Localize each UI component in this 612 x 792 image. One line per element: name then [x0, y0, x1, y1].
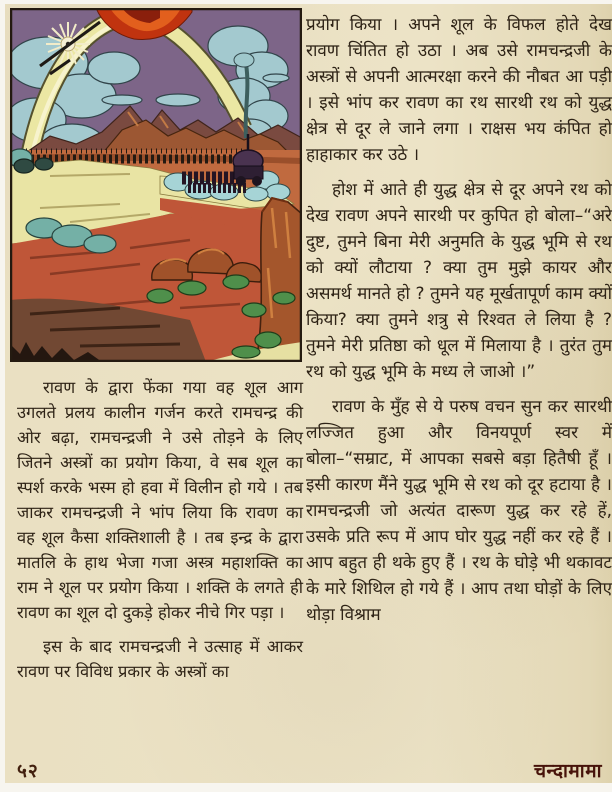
- right-text-column: [306, 12, 612, 637]
- paragraph: होश में आते ही युद्ध क्षेत्र से दूर अपने रथ को देख रावण अपने सारथी पर कुपित हो बोला–“अरे दुष्ट, तुमने बिना मेरी अनुमति के युद्ध भूमि से रथ को क्यों लौटाया ? क्या तुम मुझे कायर और असमर्थ मानते हो ? तुमने यह मूर्खतापूर्ण काम क्यों किया? क्या तुमने शत्रु से रिश्वत ले लिया है ? तुमने मेरी प्रतिष्ठा को धूल में मिलाया है । तुरंत तुम रथ को युद्ध भूमि के मध्य ले जाओ ।”: [306, 180, 612, 382]
- left-text-column: [17, 375, 303, 693]
- paragraph: रावण के मुँह से ये परुष वचन सुन कर सारथी लज्जित हुआ और विनयपूर्ण स्वर में बोला–“सम्राट, में आपका सबसे बड़ा हितैषी हूँ । इसी कारण मैंने युद्ध भूमि से रथ को दूर हटाया है । रामचन्द्रजी जो अत्यंत दारूण युद्ध कर रहे हें, उसके प्रति रूप में आप घोर युद्ध नहीं कर रहे हैं । आप बहुत ही थके हुए हैं । रथ के घोड़े भी थकावट के मारे शिथिल हो गये हैं । आप तथा घोड़ों के लिए थोड़ा विश्राम: [306, 397, 612, 625]
- page-background: [5, 4, 612, 783]
- page-footer: [17, 756, 602, 784]
- paragraph: प्रयोग किया । अपने शूल के विफल होते देख रावण चिंतित हो उठा । अब उसे रामचन्द्रजी के अस्त्रों से अपनी आत्मरक्षा करने की नौबत आ पड़ी । इसे भांप कर रावण का रथ सारथी रथ को युद्ध क्षेत्र से दूर ले जाने लगा । राक्षस भय कंपित हो हाहाकार कर उठे ।: [306, 15, 612, 165]
- battle-scene-illustration-icon: [10, 8, 302, 362]
- paragraph: इस के बाद रामचन्द्रजी ने उत्साह में आकर रावण पर विविध प्रकार के अस्त्रों का: [17, 637, 303, 681]
- battle-scene-panel: [10, 8, 302, 362]
- page-number: ५२: [17, 760, 39, 782]
- paragraph: रावण के द्वारा फेंका गया वह शूल आग उगलते प्रलय कालीन गर्जन करते रामचन्द्र की ओर बढ़ा, रामचन्द्रजी ने उसे तोड़ने के लिए जितने अस्त्रों का प्रयोग किया, वे सब शूल का स्पर्श करके भस्म हो हवा में विलीन हो गये । तब जाकर रामचन्द्रजी ने भांप लिया कि रावण का वह शूल कैसा शक्तिशाली है । तब इन्द्र के द्वारा मातलि के हाथ भेजा गजा अस्त्र महाशक्ति का राम ने शूल पर प्रयोग किया । शक्ति के लगते ही रावण का शूल दो दुकड़े होकर नीचे गिर पड़ा ।: [17, 378, 303, 622]
- magazine-title: चन्दामामा: [533, 760, 602, 782]
